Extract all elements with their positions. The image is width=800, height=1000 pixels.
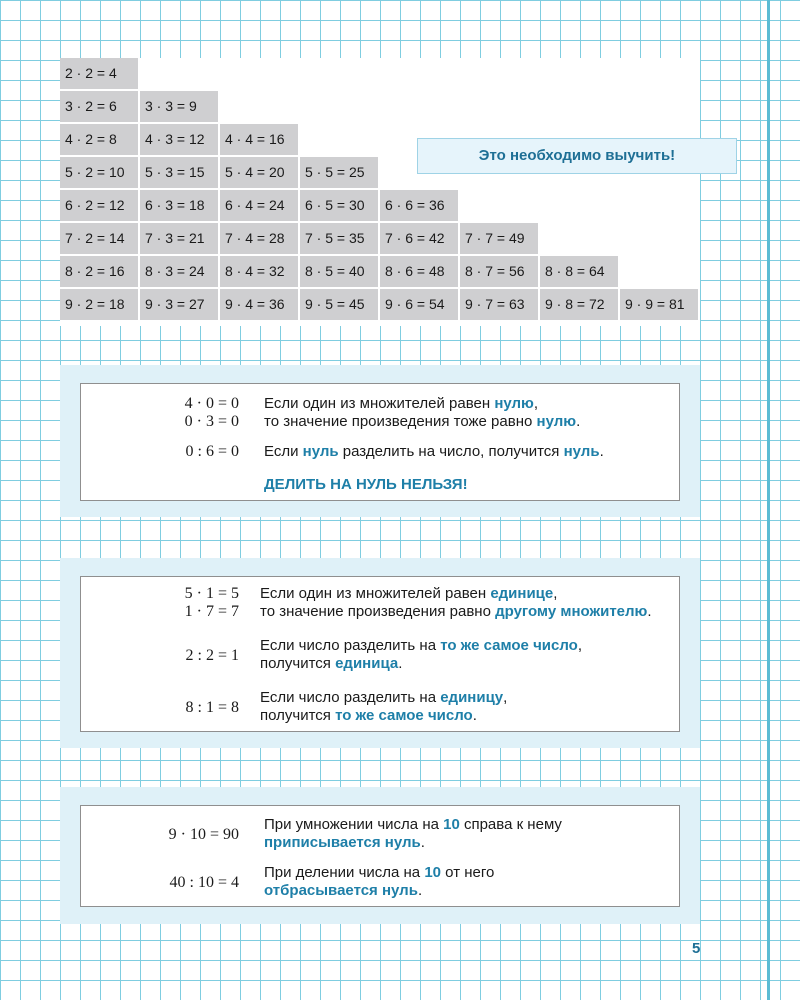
rule-text: Если число разделить на единицу, получится то же самое число. xyxy=(260,689,508,724)
table-cell: 4 · 4 = 16 xyxy=(220,124,298,155)
equation: 1 · 7 = 7 xyxy=(184,603,239,620)
zero-rules-box xyxy=(80,383,680,501)
table-cell: 6 · 4 = 24 xyxy=(220,190,298,221)
table-cell: 6 · 3 = 18 xyxy=(140,190,218,221)
equation: 0 · 3 = 0 xyxy=(184,413,239,430)
one-rules-box xyxy=(80,576,680,732)
multiplication-table xyxy=(60,58,700,326)
table-cell: 5 · 5 = 25 xyxy=(300,157,378,188)
table-cell: 3 · 2 = 6 xyxy=(60,91,138,122)
table-cell: 9 · 3 = 27 xyxy=(140,289,218,320)
table-cell: 8 · 6 = 48 xyxy=(380,256,458,287)
table-cell: 8 · 3 = 24 xyxy=(140,256,218,287)
table-cell: 7 · 6 = 42 xyxy=(380,223,458,254)
table-cell: 8 · 5 = 40 xyxy=(300,256,378,287)
table-cell: 5 · 3 = 15 xyxy=(140,157,218,188)
equation: 5 · 1 = 5 xyxy=(184,585,239,602)
equation: 0 : 6 = 0 xyxy=(185,443,239,460)
table-cell: 6 · 2 = 12 xyxy=(60,190,138,221)
table-cell: 4 · 3 = 12 xyxy=(140,124,218,155)
table-cell: 8 · 7 = 56 xyxy=(460,256,538,287)
page-number: 5 xyxy=(692,940,701,957)
table-cell: 9 · 4 = 36 xyxy=(220,289,298,320)
table-cell: 4 · 2 = 8 xyxy=(60,124,138,155)
zero-rules-panel xyxy=(60,365,700,517)
table-cell: 7 · 3 = 21 xyxy=(140,223,218,254)
table-cell: 5 · 4 = 20 xyxy=(220,157,298,188)
table-cell: 9 · 5 = 45 xyxy=(300,289,378,320)
zero-division-warning: ДЕЛИТЬ НА НУЛЬ НЕЛЬЗЯ! xyxy=(264,476,468,493)
table-cell: 8 · 2 = 16 xyxy=(60,256,138,287)
equation: 40 : 10 = 4 xyxy=(169,874,239,891)
table-cell: 7 · 4 = 28 xyxy=(220,223,298,254)
table-cell: 5 · 2 = 10 xyxy=(60,157,138,188)
ten-rules-box xyxy=(80,805,680,907)
equation: 8 : 1 = 8 xyxy=(185,699,239,716)
rule-text: Если нуль разделить на число, получится нуль. xyxy=(264,443,604,460)
equation: 4 · 0 = 0 xyxy=(184,395,239,412)
table-cell: 7 · 2 = 14 xyxy=(60,223,138,254)
table-cell: 7 · 5 = 35 xyxy=(300,223,378,254)
one-rules-panel xyxy=(60,558,700,748)
rule-text: При делении числа на 10 от него отбрасывается нуль. xyxy=(264,864,495,899)
table-cell: 7 · 7 = 49 xyxy=(460,223,538,254)
table-cell: 9 · 2 = 18 xyxy=(60,289,138,320)
table-cell: 9 · 7 = 63 xyxy=(460,289,538,320)
table-cell: 2 · 2 = 4 xyxy=(60,58,138,89)
rule-text: Если число разделить на то же самое число, получится единица. xyxy=(260,637,583,672)
learn-note: Это необходимо выучить! xyxy=(417,138,737,174)
table-cell: 3 · 3 = 9 xyxy=(140,91,218,122)
rule-text: Если один из множителей равен единице, то значение произведения равно другому множителю. xyxy=(260,585,652,620)
page-edge-line xyxy=(767,0,770,1000)
table-cell: 9 · 6 = 54 xyxy=(380,289,458,320)
table-cell: 9 · 9 = 81 xyxy=(620,289,698,320)
table-cell: 6 · 6 = 36 xyxy=(380,190,458,221)
rule-text: Если один из множителей равен нулю, то значение произведения тоже равно нулю. xyxy=(264,395,581,430)
rule-text: При умножении числа на 10 справа к нему приписывается нуль. xyxy=(264,816,562,851)
equation: 9 · 10 = 90 xyxy=(168,826,239,843)
table-cell: 8 · 8 = 64 xyxy=(540,256,618,287)
table-cell: 6 · 5 = 30 xyxy=(300,190,378,221)
ten-rules-panel xyxy=(60,787,700,924)
table-cell: 9 · 8 = 72 xyxy=(540,289,618,320)
equation: 2 : 2 = 1 xyxy=(185,647,239,664)
table-cell: 8 · 4 = 32 xyxy=(220,256,298,287)
